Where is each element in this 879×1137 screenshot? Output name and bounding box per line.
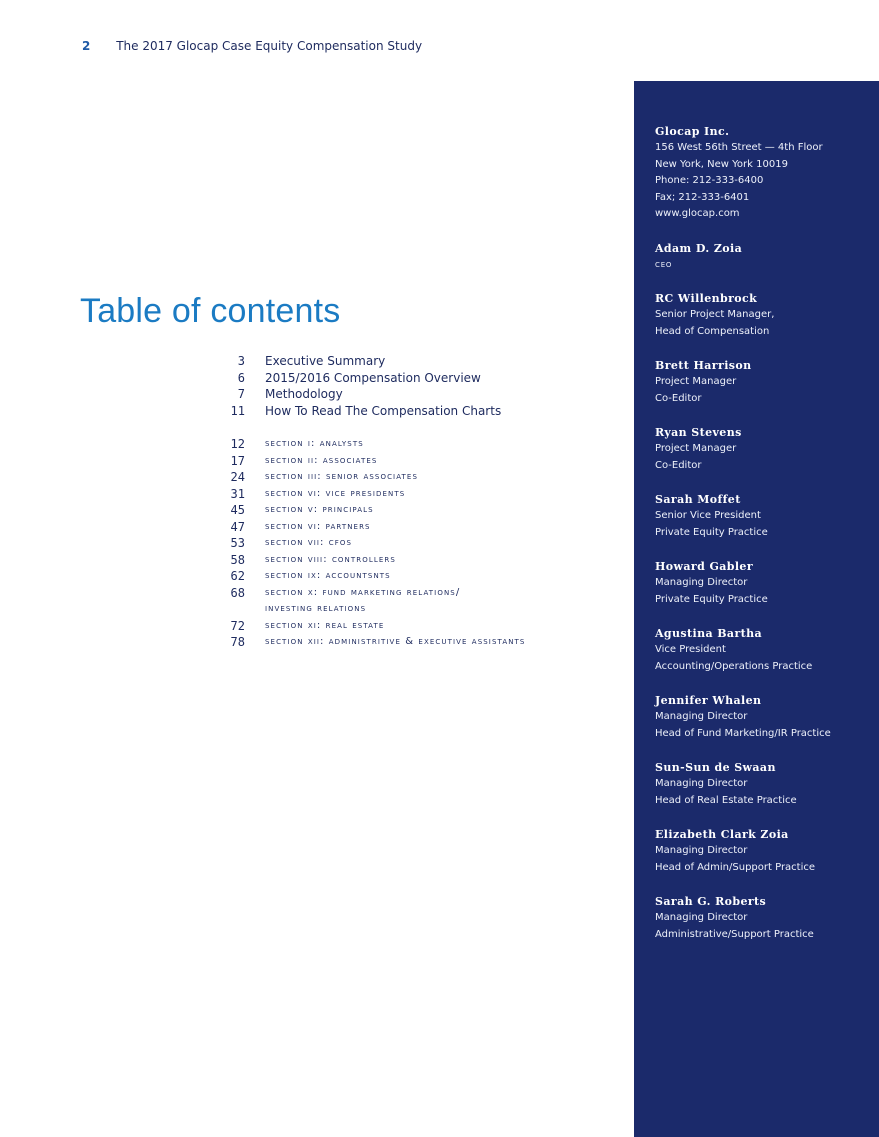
toc-entry[interactable] (200, 386, 620, 403)
toc-section-label: section v: principals (265, 504, 374, 515)
toc-section-label: section i: analysts (265, 438, 364, 449)
staff-entry (655, 826, 870, 876)
toc-section-entry[interactable] (200, 552, 620, 569)
company-phone: Phone: 212-333-6400 (655, 175, 764, 186)
toc-entry-label: How To Read The Compensation Charts (265, 403, 502, 418)
staff-role: Private Equity Practice (655, 593, 768, 605)
company-address-line: New York, New York 10019 (655, 158, 788, 170)
table-of-contents (200, 353, 620, 651)
toc-page-number: 6 (237, 370, 245, 385)
toc-entry-label: 2015/2016 Compensation Overview (265, 370, 481, 385)
toc-page-number: 53 (230, 536, 245, 550)
toc-section-label: section xi: real estate (265, 619, 385, 631)
page-header (82, 39, 422, 53)
staff-title: Senior Project Manager, (655, 309, 775, 320)
toc-section-entry[interactable] (200, 618, 620, 635)
staff-entry (655, 625, 870, 675)
toc-entry-label: Executive Summary (265, 354, 386, 368)
toc-entry[interactable] (200, 370, 620, 387)
toc-section-label: section vi: vice presidents (265, 487, 406, 499)
toc-page-number: 78 (230, 635, 245, 649)
staff-role: Co-Editor (655, 459, 702, 471)
toc-section-label: section ix: accountsnts (265, 570, 391, 581)
toc-entry-label: Methodology (265, 387, 343, 401)
staff-entry (655, 290, 870, 340)
page-number: 2 (82, 39, 91, 53)
staff-name: Sun-Sun de Swaan (655, 761, 776, 774)
toc-section-entry[interactable] (200, 568, 620, 585)
company-address-line: 156 West 56th Street — 4th Floor (655, 142, 823, 153)
staff-name: Ryan Stevens (655, 426, 742, 439)
staff-entry (655, 491, 870, 541)
toc-section-label: section vi: partners (265, 520, 371, 532)
toc-page-number: 24 (230, 470, 245, 484)
staff-role: Head of Compensation (655, 325, 770, 337)
company-name: Glocap Inc. (655, 125, 730, 138)
staff-role: Head of Fund Marketing/IR Practice (655, 727, 831, 739)
toc-section-entry[interactable] (200, 519, 620, 536)
toc-page-number: 3 (237, 354, 245, 368)
toc-section-label: section iii: senior associates (265, 471, 419, 482)
company-website-link[interactable]: www.glocap.com (655, 208, 740, 219)
toc-section-entry[interactable] (200, 453, 620, 470)
toc-section-entry[interactable] (200, 469, 620, 486)
toc-page-number: 68 (230, 585, 245, 600)
toc-page-number: 17 (230, 453, 245, 468)
toc-heading: Table of contents (80, 292, 341, 330)
staff-entry (655, 357, 870, 407)
staff-name: Jennifer Whalen (655, 694, 762, 707)
toc-section-entry[interactable] (200, 436, 620, 453)
staff-role: Private Equity Practice (655, 526, 768, 538)
contact-sidebar (634, 81, 879, 1137)
toc-page-number: 31 (230, 486, 245, 501)
staff-role: Accounting/Operations Practice (655, 660, 813, 672)
toc-page-number: 58 (230, 552, 245, 567)
staff-name: Howard Gabler (655, 560, 754, 573)
staff-title: ceo (655, 258, 673, 270)
staff-title: Project Manager (655, 376, 737, 387)
staff-title: Managing Director (655, 577, 748, 588)
document-title: The 2017 Glocap Case Equity Compensation Study (116, 39, 423, 53)
staff-entry (655, 240, 870, 274)
staff-name: Brett Harrison (655, 359, 752, 372)
staff-role: Head of Admin/Support Practice (655, 861, 816, 873)
staff-entry (655, 759, 870, 809)
staff-title: Managing Director (655, 711, 748, 722)
company-info (655, 123, 870, 223)
toc-page-number: 47 (230, 519, 245, 534)
toc-page-number: 7 (237, 387, 245, 401)
staff-role: Head of Real Estate Practice (655, 794, 797, 806)
staff-name: Sarah G. Roberts (655, 895, 767, 908)
toc-section-label: section ii: associates (265, 454, 378, 466)
toc-section-label: investing relations (265, 603, 367, 614)
toc-section-entry[interactable] (200, 585, 620, 602)
staff-name: RC Willenbrock (655, 292, 758, 305)
staff-entry (655, 893, 870, 943)
toc-entry[interactable] (200, 353, 620, 370)
toc-section-label: section viii: controllers (265, 553, 396, 565)
staff-entry (655, 558, 870, 608)
toc-section-entry[interactable] (200, 502, 620, 519)
staff-title: Senior Vice President (655, 510, 761, 521)
staff-title: Vice President (655, 644, 726, 655)
toc-page-number: 62 (230, 569, 245, 583)
toc-section-entry[interactable] (200, 601, 620, 618)
toc-section-label: section vii: cfos (265, 537, 353, 548)
staff-role: Co-Editor (655, 392, 702, 404)
staff-title: Project Manager (655, 443, 737, 454)
toc-section-entry[interactable] (200, 486, 620, 503)
staff-title: Managing Director (655, 845, 748, 856)
company-fax: Fax; 212-333-6401 (655, 191, 750, 203)
toc-page-number: 11 (230, 403, 245, 418)
staff-name: Sarah Moffet (655, 493, 741, 506)
staff-entry (655, 424, 870, 474)
staff-name: Adam D. Zoia (655, 241, 743, 255)
staff-title: Managing Director (655, 778, 748, 789)
toc-section-entry[interactable] (200, 634, 620, 651)
staff-name: Elizabeth Clark Zoia (655, 828, 789, 841)
toc-section-label: section xii: administritive & executive assistants (265, 636, 526, 647)
staff-role: Administrative/Support Practice (655, 928, 814, 940)
staff-title: Managing Director (655, 912, 748, 923)
staff-entry (655, 692, 870, 742)
toc-page-number: 12 (230, 437, 245, 451)
toc-entry[interactable] (200, 403, 620, 420)
toc-section-label: section x: fund marketing relations/ (265, 586, 461, 598)
toc-spacer (200, 419, 620, 436)
staff-name: Agustina Bartha (655, 627, 763, 640)
toc-page-number: 72 (230, 618, 245, 633)
toc-section-entry[interactable] (200, 535, 620, 552)
toc-page-number: 45 (230, 503, 245, 517)
